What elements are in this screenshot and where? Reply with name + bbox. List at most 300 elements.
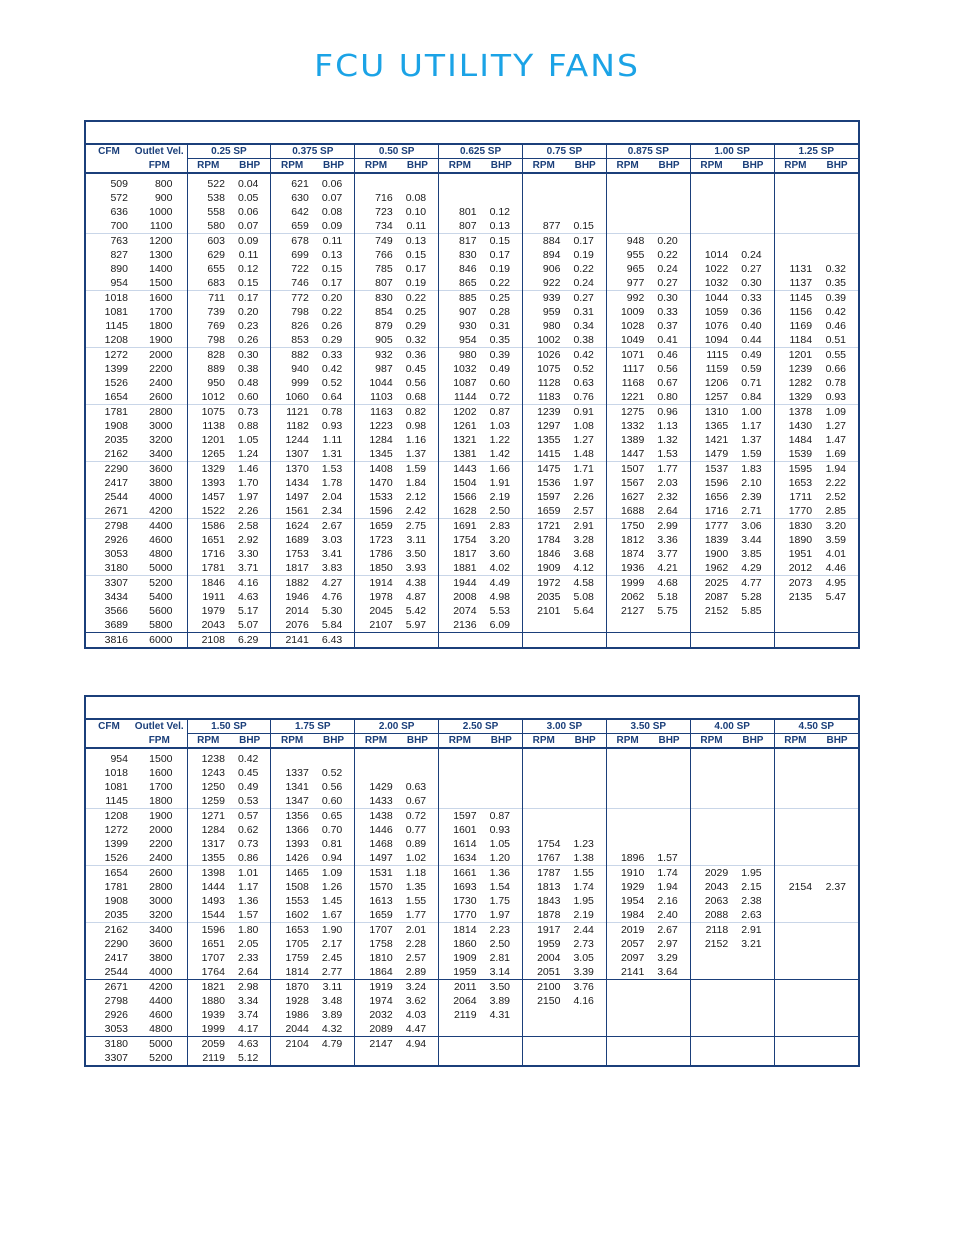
rpm-cell: 830 [355, 291, 397, 306]
rpm-cell: 1032 [704, 277, 729, 289]
rpm-cell [690, 191, 732, 205]
rpm-cell: 2147 [355, 1037, 397, 1052]
bhp-cell [732, 1051, 774, 1065]
rpm-cell: 1533 [369, 491, 393, 503]
fpm-cell: 1000 [132, 205, 187, 219]
rpm-cell: 1026 [523, 348, 565, 363]
rpm-cell: 879 [375, 320, 393, 332]
rpm-cell: 722 [291, 263, 309, 275]
rpm-cell [774, 1022, 816, 1037]
rpm-cell: 1265 [201, 448, 225, 460]
bhp-cell [648, 633, 690, 648]
bhp-cell: 0.63 [397, 780, 439, 794]
bhp-header: BHP [564, 159, 606, 174]
rpm-cell: 1060 [285, 391, 309, 403]
fpm-cell: 3200 [132, 433, 187, 447]
bhp-cell: 3.24 [397, 980, 439, 995]
bhp-cell: 0.22 [648, 248, 690, 262]
bhp-cell: 1.91 [481, 476, 523, 490]
bhp-cell: 4.63 [229, 590, 271, 604]
rpm-cell: 1959 [453, 966, 477, 978]
rpm-cell: 1297 [537, 420, 561, 432]
bhp-cell: 1.55 [397, 894, 439, 908]
rpm-cell: 1596 [187, 923, 229, 938]
bhp-cell: 3.39 [564, 965, 606, 980]
fpm-cell: 1500 [132, 748, 187, 766]
fpm-cell: 5000 [132, 561, 187, 576]
rpm-cell: 1954 [620, 895, 645, 907]
bhp-cell: 0.73 [229, 405, 271, 420]
bhp-cell [816, 633, 858, 648]
bhp-cell: 3.68 [564, 547, 606, 561]
rpm-cell: 538 [207, 192, 225, 204]
bhp-cell [564, 748, 606, 766]
cfm-cell: 1272 [86, 348, 132, 363]
bhp-cell: 0.17 [564, 234, 606, 249]
bhp-cell: 0.60 [313, 794, 355, 809]
bhp-cell [732, 219, 774, 234]
bhp-header: BHP [564, 734, 606, 749]
bhp-cell [816, 894, 858, 908]
rpm-cell: 2097 [620, 952, 645, 964]
rpm-cell [774, 173, 816, 191]
bhp-cell: 0.26 [313, 319, 355, 333]
bhp-cell: 1.57 [648, 851, 690, 866]
rpm-cell: 992 [606, 291, 648, 306]
rpm-cell: 1814 [439, 923, 481, 938]
rpm-cell: 2107 [369, 619, 393, 631]
table-row [86, 333, 858, 348]
bhp-cell: 4.49 [481, 576, 523, 591]
rpm-cell: 1878 [537, 909, 561, 921]
rpm-cell: 884 [523, 234, 565, 249]
static-pressure-header: 3.50 SP [606, 720, 690, 734]
rpm-cell [690, 1008, 732, 1022]
rpm-cell [690, 1022, 732, 1037]
bhp-cell: 1.17 [732, 419, 774, 433]
bhp-cell [732, 994, 774, 1008]
bhp-cell: 2.63 [732, 908, 774, 923]
rpm-cell: 1536 [537, 477, 561, 489]
bhp-cell: 1.26 [313, 880, 355, 894]
rpm-cell: 1347 [285, 795, 309, 807]
rpm-cell [606, 191, 648, 205]
bhp-cell: 3.62 [397, 994, 439, 1008]
rpm-cell: 1917 [523, 923, 565, 938]
bhp-cell: 2.22 [825, 477, 846, 489]
bhp-cell: 0.11 [313, 234, 355, 249]
rpm-cell: 1087 [453, 377, 477, 389]
bhp-cell [564, 618, 606, 633]
table-row [86, 1037, 858, 1052]
bhp-cell: 2.57 [397, 951, 439, 965]
bhp-cell: 0.12 [481, 205, 523, 219]
bhp-cell [397, 766, 439, 780]
rpm-cell: 1651 [201, 938, 225, 950]
rpm-cell: 1497 [369, 852, 393, 864]
bhp-cell: 0.30 [732, 276, 774, 291]
static-pressure-header: 4.00 SP [690, 720, 774, 734]
rpm-cell: 1446 [369, 824, 393, 836]
bhp-header: BHP [648, 734, 690, 749]
bhp-cell: 0.56 [313, 780, 355, 794]
rpm-cell: 659 [291, 220, 309, 232]
rpm-cell: 1465 [271, 866, 313, 881]
rpm-cell: 629 [207, 249, 225, 261]
rpm-cell: 1767 [537, 852, 561, 864]
rpm-cell: 882 [271, 348, 313, 363]
bhp-cell [816, 851, 858, 866]
rpm-cell [523, 809, 565, 824]
rpm-cell: 1433 [369, 795, 393, 807]
table-row [86, 823, 858, 837]
rpm-cell [606, 633, 648, 648]
rpm-cell: 1614 [453, 838, 477, 850]
table-row [86, 419, 858, 433]
bhp-cell: 2.97 [648, 937, 690, 951]
bhp-cell: 1.20 [481, 851, 523, 866]
rpm-cell: 1586 [187, 519, 229, 534]
cfm-cell: 2417 [104, 477, 128, 489]
rpm-cell: 2152 [704, 938, 729, 950]
bhp-cell: 0.15 [313, 262, 355, 276]
static-pressure-header: 1.50 SP [187, 720, 271, 734]
table-row [86, 780, 858, 794]
bhp-cell: 2.71 [732, 504, 774, 519]
bhp-cell: 1.97 [564, 476, 606, 490]
bhp-cell: 2.44 [564, 923, 606, 938]
bhp-cell: 4.63 [229, 1037, 271, 1052]
rpm-cell [774, 894, 816, 908]
bhp-cell: 0.96 [648, 405, 690, 420]
bhp-header: BHP [397, 159, 439, 174]
rpm-cell: 959 [542, 306, 561, 318]
bhp-cell: 1.74 [648, 866, 690, 881]
bhp-cell [732, 823, 774, 837]
rpm-cell: 932 [355, 348, 397, 363]
bhp-cell: 0.59 [732, 362, 774, 376]
rpm-cell: 580 [207, 220, 225, 232]
rpm-cell [690, 965, 732, 980]
bhp-cell [732, 766, 774, 780]
cfm-cell: 890 [110, 263, 128, 275]
bhp-cell: 0.71 [732, 376, 774, 390]
rpm-cell: 1044 [369, 377, 393, 389]
rpm-cell: 522 [207, 178, 225, 190]
fpm-cell: 3400 [132, 923, 187, 938]
bhp-cell: 2.04 [313, 490, 355, 504]
bhp-cell: 4.29 [732, 561, 774, 576]
rpm-cell: 1544 [201, 909, 225, 921]
rpm-cell: 1890 [788, 534, 813, 546]
bhp-cell: 0.93 [313, 419, 355, 433]
bhp-cell: 1.00 [732, 405, 774, 420]
bhp-cell [816, 823, 858, 837]
bhp-cell: 0.46 [825, 320, 846, 332]
rpm-cell: 1839 [704, 534, 729, 546]
bhp-cell: 1.36 [229, 894, 271, 908]
rpm-cell [690, 980, 732, 995]
rpm-cell: 1770 [453, 909, 477, 921]
fpm-cell: 5600 [132, 604, 187, 618]
static-pressure-header: 3.00 SP [523, 720, 607, 734]
bhp-cell: 1.70 [229, 476, 271, 490]
rpm-cell: 1601 [453, 824, 477, 836]
table-row [86, 262, 858, 276]
rpm-cell: 1786 [369, 548, 393, 560]
table-caption-bar [86, 122, 858, 145]
rpm-cell [523, 794, 565, 809]
bhp-cell [816, 965, 858, 980]
bhp-cell [732, 1022, 774, 1037]
rpm-cell [439, 1051, 481, 1065]
bhp-cell: 4.16 [564, 994, 606, 1008]
bhp-cell: 1.45 [313, 894, 355, 908]
rpm-cell: 2044 [285, 1023, 309, 1035]
bhp-cell: 1.54 [481, 880, 523, 894]
fpm-cell: 5400 [132, 590, 187, 604]
bhp-cell: 0.93 [481, 823, 523, 837]
fpm-cell: 3400 [132, 447, 187, 462]
rpm-cell [774, 866, 816, 881]
bhp-cell [648, 794, 690, 809]
rpm-cell: 1356 [271, 809, 313, 824]
bhp-cell: 1.32 [648, 433, 690, 447]
bhp-cell: 0.60 [229, 390, 271, 405]
table-row [86, 319, 858, 333]
table-row [86, 994, 858, 1008]
rpm-cell: 1201 [774, 348, 816, 363]
rpm-cell: 2150 [537, 995, 561, 1007]
cfm-cell: 1208 [86, 809, 132, 824]
bhp-cell: 0.25 [397, 305, 439, 319]
rpm-cell: 1202 [439, 405, 481, 420]
rpm-cell: 1597 [439, 809, 481, 824]
bhp-cell [481, 633, 523, 648]
rpm-cell [690, 851, 732, 866]
bhp-cell [732, 851, 774, 866]
static-pressure-header: 0.375 SP [271, 145, 355, 159]
fpm-cell: 5000 [132, 1037, 187, 1052]
rpm-cell: 1596 [704, 477, 729, 489]
bhp-cell: 2.38 [732, 894, 774, 908]
rpm-cell [690, 809, 732, 824]
bhp-cell: 0.25 [481, 291, 523, 306]
rpm-header: RPM [774, 159, 816, 174]
bhp-cell: 0.30 [648, 291, 690, 306]
rpm-cell: 1365 [704, 420, 729, 432]
bhp-cell: 0.73 [229, 837, 271, 851]
rpm-cell [523, 1008, 565, 1022]
bhp-cell [732, 1008, 774, 1022]
rpm-cell [439, 1037, 481, 1052]
rpm-cell: 1238 [201, 753, 225, 765]
cfm-cell: 3816 [86, 633, 132, 648]
bhp-cell [648, 766, 690, 780]
bhp-cell: 0.09 [313, 219, 355, 234]
static-pressure-header: 1.25 SP [774, 145, 858, 159]
bhp-cell [816, 234, 858, 249]
rpm-cell: 1138 [202, 420, 225, 432]
rpm-cell: 1183 [537, 391, 561, 403]
rpm-cell: 1693 [453, 881, 477, 893]
bhp-cell: 2.73 [564, 937, 606, 951]
rpm-cell [606, 1008, 648, 1022]
bhp-cell: 1.83 [732, 462, 774, 477]
rpm-cell: 1910 [606, 866, 648, 881]
bhp-cell: 2.16 [648, 894, 690, 908]
rpm-cell: 1602 [285, 909, 309, 921]
fpm-cell: 4400 [132, 519, 187, 534]
bhp-cell: 2.58 [229, 519, 271, 534]
fpm-cell: 1800 [132, 319, 187, 333]
bhp-cell [648, 837, 690, 851]
rpm-cell: 558 [207, 206, 225, 218]
bhp-cell: 0.32 [397, 333, 439, 348]
rpm-cell: 1539 [788, 448, 813, 460]
rpm-cell [774, 851, 816, 866]
rpm-cell: 1284 [201, 824, 225, 836]
fpm-cell: 1700 [132, 780, 187, 794]
rpm-cell: 1553 [285, 895, 309, 907]
rpm-cell [606, 780, 648, 794]
rpm-cell: 2043 [201, 619, 225, 631]
rpm-cell: 1962 [704, 562, 729, 574]
bhp-cell [648, 205, 690, 219]
rpm-cell: 1378 [774, 405, 816, 420]
cfm-cell: 2671 [104, 505, 128, 517]
rpm-cell [774, 234, 816, 249]
rpm-cell: 854 [375, 306, 393, 318]
table-row [86, 1022, 858, 1037]
rpm-cell: 2118 [690, 923, 732, 938]
bhp-cell: 1.09 [313, 866, 355, 881]
rpm-cell [606, 618, 648, 633]
rpm-cell: 1707 [355, 923, 397, 938]
rpm-cell [439, 794, 481, 809]
fpm-cell: 4200 [132, 504, 187, 519]
bhp-cell: 1.97 [481, 908, 523, 923]
static-pressure-header: 0.75 SP [523, 145, 607, 159]
rpm-cell: 678 [271, 234, 313, 249]
table-row [86, 1051, 858, 1065]
rpm-cell: 1567 [620, 477, 645, 489]
bhp-cell: 0.63 [564, 376, 606, 390]
rpm-cell: 1691 [439, 519, 481, 534]
rpm-cell: 846 [459, 263, 477, 275]
cfm-cell: 2035 [104, 434, 128, 446]
rpm-cell: 746 [291, 277, 309, 289]
rpm-cell: 889 [207, 363, 225, 375]
bhp-cell: 0.26 [229, 333, 271, 348]
bhp-cell [564, 809, 606, 824]
rpm-cell: 1613 [369, 895, 393, 907]
rpm-cell [774, 780, 816, 794]
bhp-cell [397, 748, 439, 766]
table-row [86, 851, 858, 866]
fpm-cell: 1700 [132, 305, 187, 319]
rpm-cell: 907 [459, 306, 477, 318]
rpm-cell: 655 [207, 263, 225, 275]
bhp-cell [397, 1051, 439, 1065]
bhp-cell: 0.20 [313, 291, 355, 306]
rpm-cell: 1398 [187, 866, 229, 881]
fpm-cell: 3000 [132, 894, 187, 908]
bhp-cell: 1.57 [229, 908, 271, 923]
cfm-cell: 1654 [86, 866, 132, 881]
rpm-cell: 2136 [453, 619, 477, 631]
rpm-cell [690, 748, 732, 766]
rpm-cell: 1310 [690, 405, 732, 420]
rpm-cell: 1939 [201, 1009, 225, 1021]
bhp-cell [816, 1051, 858, 1065]
fpm-header: FPM [132, 734, 187, 749]
rpm-cell: 1689 [285, 534, 309, 546]
cfm-cell: 3307 [104, 1052, 128, 1064]
rpm-cell: 987 [375, 363, 393, 375]
bhp-cell: 1.80 [229, 923, 271, 938]
cfm-cell: 2162 [86, 923, 132, 938]
rpm-cell: 1497 [285, 491, 309, 503]
bhp-cell: 3.11 [313, 980, 355, 995]
table-row [86, 433, 858, 447]
fpm-cell: 4600 [132, 1008, 187, 1022]
bhp-header: BHP [732, 159, 774, 174]
rpm-cell: 1168 [621, 377, 645, 389]
cfm-subheader [86, 159, 132, 174]
bhp-cell: 5.84 [313, 618, 355, 633]
cfm-cell: 2035 [104, 909, 128, 921]
bhp-cell: 4.58 [564, 576, 606, 591]
bhp-cell: 0.24 [564, 276, 606, 291]
table-row [86, 248, 858, 262]
bhp-cell: 6.09 [481, 618, 523, 633]
bhp-cell: 0.24 [732, 248, 774, 262]
bhp-cell: 0.88 [229, 419, 271, 433]
rpm-cell: 2057 [620, 938, 645, 950]
rpm-cell: 772 [271, 291, 313, 306]
cfm-cell: 700 [110, 220, 128, 232]
bhp-cell [564, 794, 606, 809]
bhp-cell: 3.29 [648, 951, 690, 965]
bhp-cell: 1.16 [397, 433, 439, 447]
bhp-cell [564, 173, 606, 191]
bhp-cell: 0.04 [229, 173, 271, 191]
bhp-cell: 3.28 [564, 533, 606, 547]
table-row [86, 809, 858, 824]
bhp-cell: 5.12 [229, 1051, 271, 1065]
bhp-cell: 2.40 [648, 908, 690, 923]
rpm-cell: 1271 [187, 809, 229, 824]
rpm-cell: 2011 [439, 980, 481, 995]
table-row [86, 866, 858, 881]
cfm-cell: 2671 [86, 980, 132, 995]
rpm-cell: 1201 [201, 434, 225, 446]
bhp-cell: 1.03 [481, 419, 523, 433]
rpm-cell: 2119 [453, 1009, 477, 1021]
table-row [86, 547, 858, 561]
table-row [86, 965, 858, 980]
rpm-cell [439, 173, 481, 191]
bhp-cell [816, 1022, 858, 1037]
bhp-cell: 0.13 [397, 234, 439, 249]
bhp-cell: 0.11 [397, 219, 439, 234]
rpm-cell: 1243 [201, 767, 225, 779]
rpm-cell [523, 633, 565, 648]
rpm-cell: 1716 [704, 505, 729, 517]
rpm-cell: 1716 [201, 548, 225, 560]
bhp-cell: 2.01 [397, 923, 439, 938]
